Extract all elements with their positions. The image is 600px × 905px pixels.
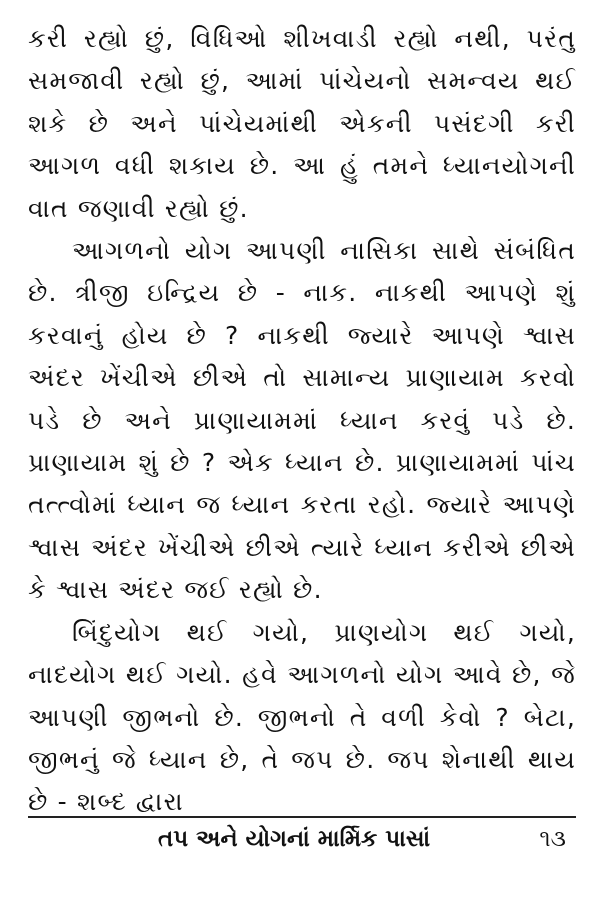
page-number: ૧૩ <box>539 826 566 852</box>
footer-divider <box>28 816 576 818</box>
book-title: તપ અને યોગનાં માર્મિક પાસાં <box>158 826 431 852</box>
page-footer <box>28 826 576 866</box>
paragraph-1: કરી રહ્યો છું, વિધિઓ શીખવાડી રહ્યો નથી, પરંતુ સમજાવી રહ્યો છું, આમાં પાંચેયનો સમન્વય થઈ શકે છે અને પાંચેયમાંથી એકની પસંદગી કરી આગળ વધી શકાય છે. આ હું તમને ધ્યાનયોગની વાત જણાવી રહ્યો છું. <box>28 24 576 223</box>
paragraph-2: આગળનો યોગ આપણી નાસિકા સાથે સંબંધિત છે. ત્રીજી ઇન્દ્રિય છે - નાક. નાકથી આપણે શું કરવાનું હોય છે ? નાકથી જ્યારે આપણે શ્વાસ અંદર ખેંચીએ છીએ તો સામાન્ય પ્રાણાયામ કરવો પડે છે અને પ્રાણાયામમાં ધ્યાન કરવું પડે છે. પ્રાણાયામ શું છે ? એક ધ્યાન છે. પ્રાણાયામમાં પાંચ તત્ત્વોમાં ધ્યાન જ ધ્યાન કરતા રહો. જ્યારે આપણે શ્વાસ અંદર ખેંચીએ છીએ ત્યારે ધ્યાન કરીએ છીએ કે શ્વાસ અંદર જઈ રહ્યો છે. <box>28 236 576 605</box>
paragraph-3: બિંદુયોગ થઈ ગયો, પ્રાણયોગ થઈ ગયો, નાદયોગ થઈ ગયો. હવે આગળનો યોગ આવે છે, જે આપણી જીભનો છે. જીભનો તે વળી કેવો ? બેટા, જીભનું જે ધ્યાન છે, તે જપ છે. જપ શેનાથી થાય છે - શબ્દ દ્વારા <box>28 617 576 817</box>
body-text <box>28 18 576 824</box>
